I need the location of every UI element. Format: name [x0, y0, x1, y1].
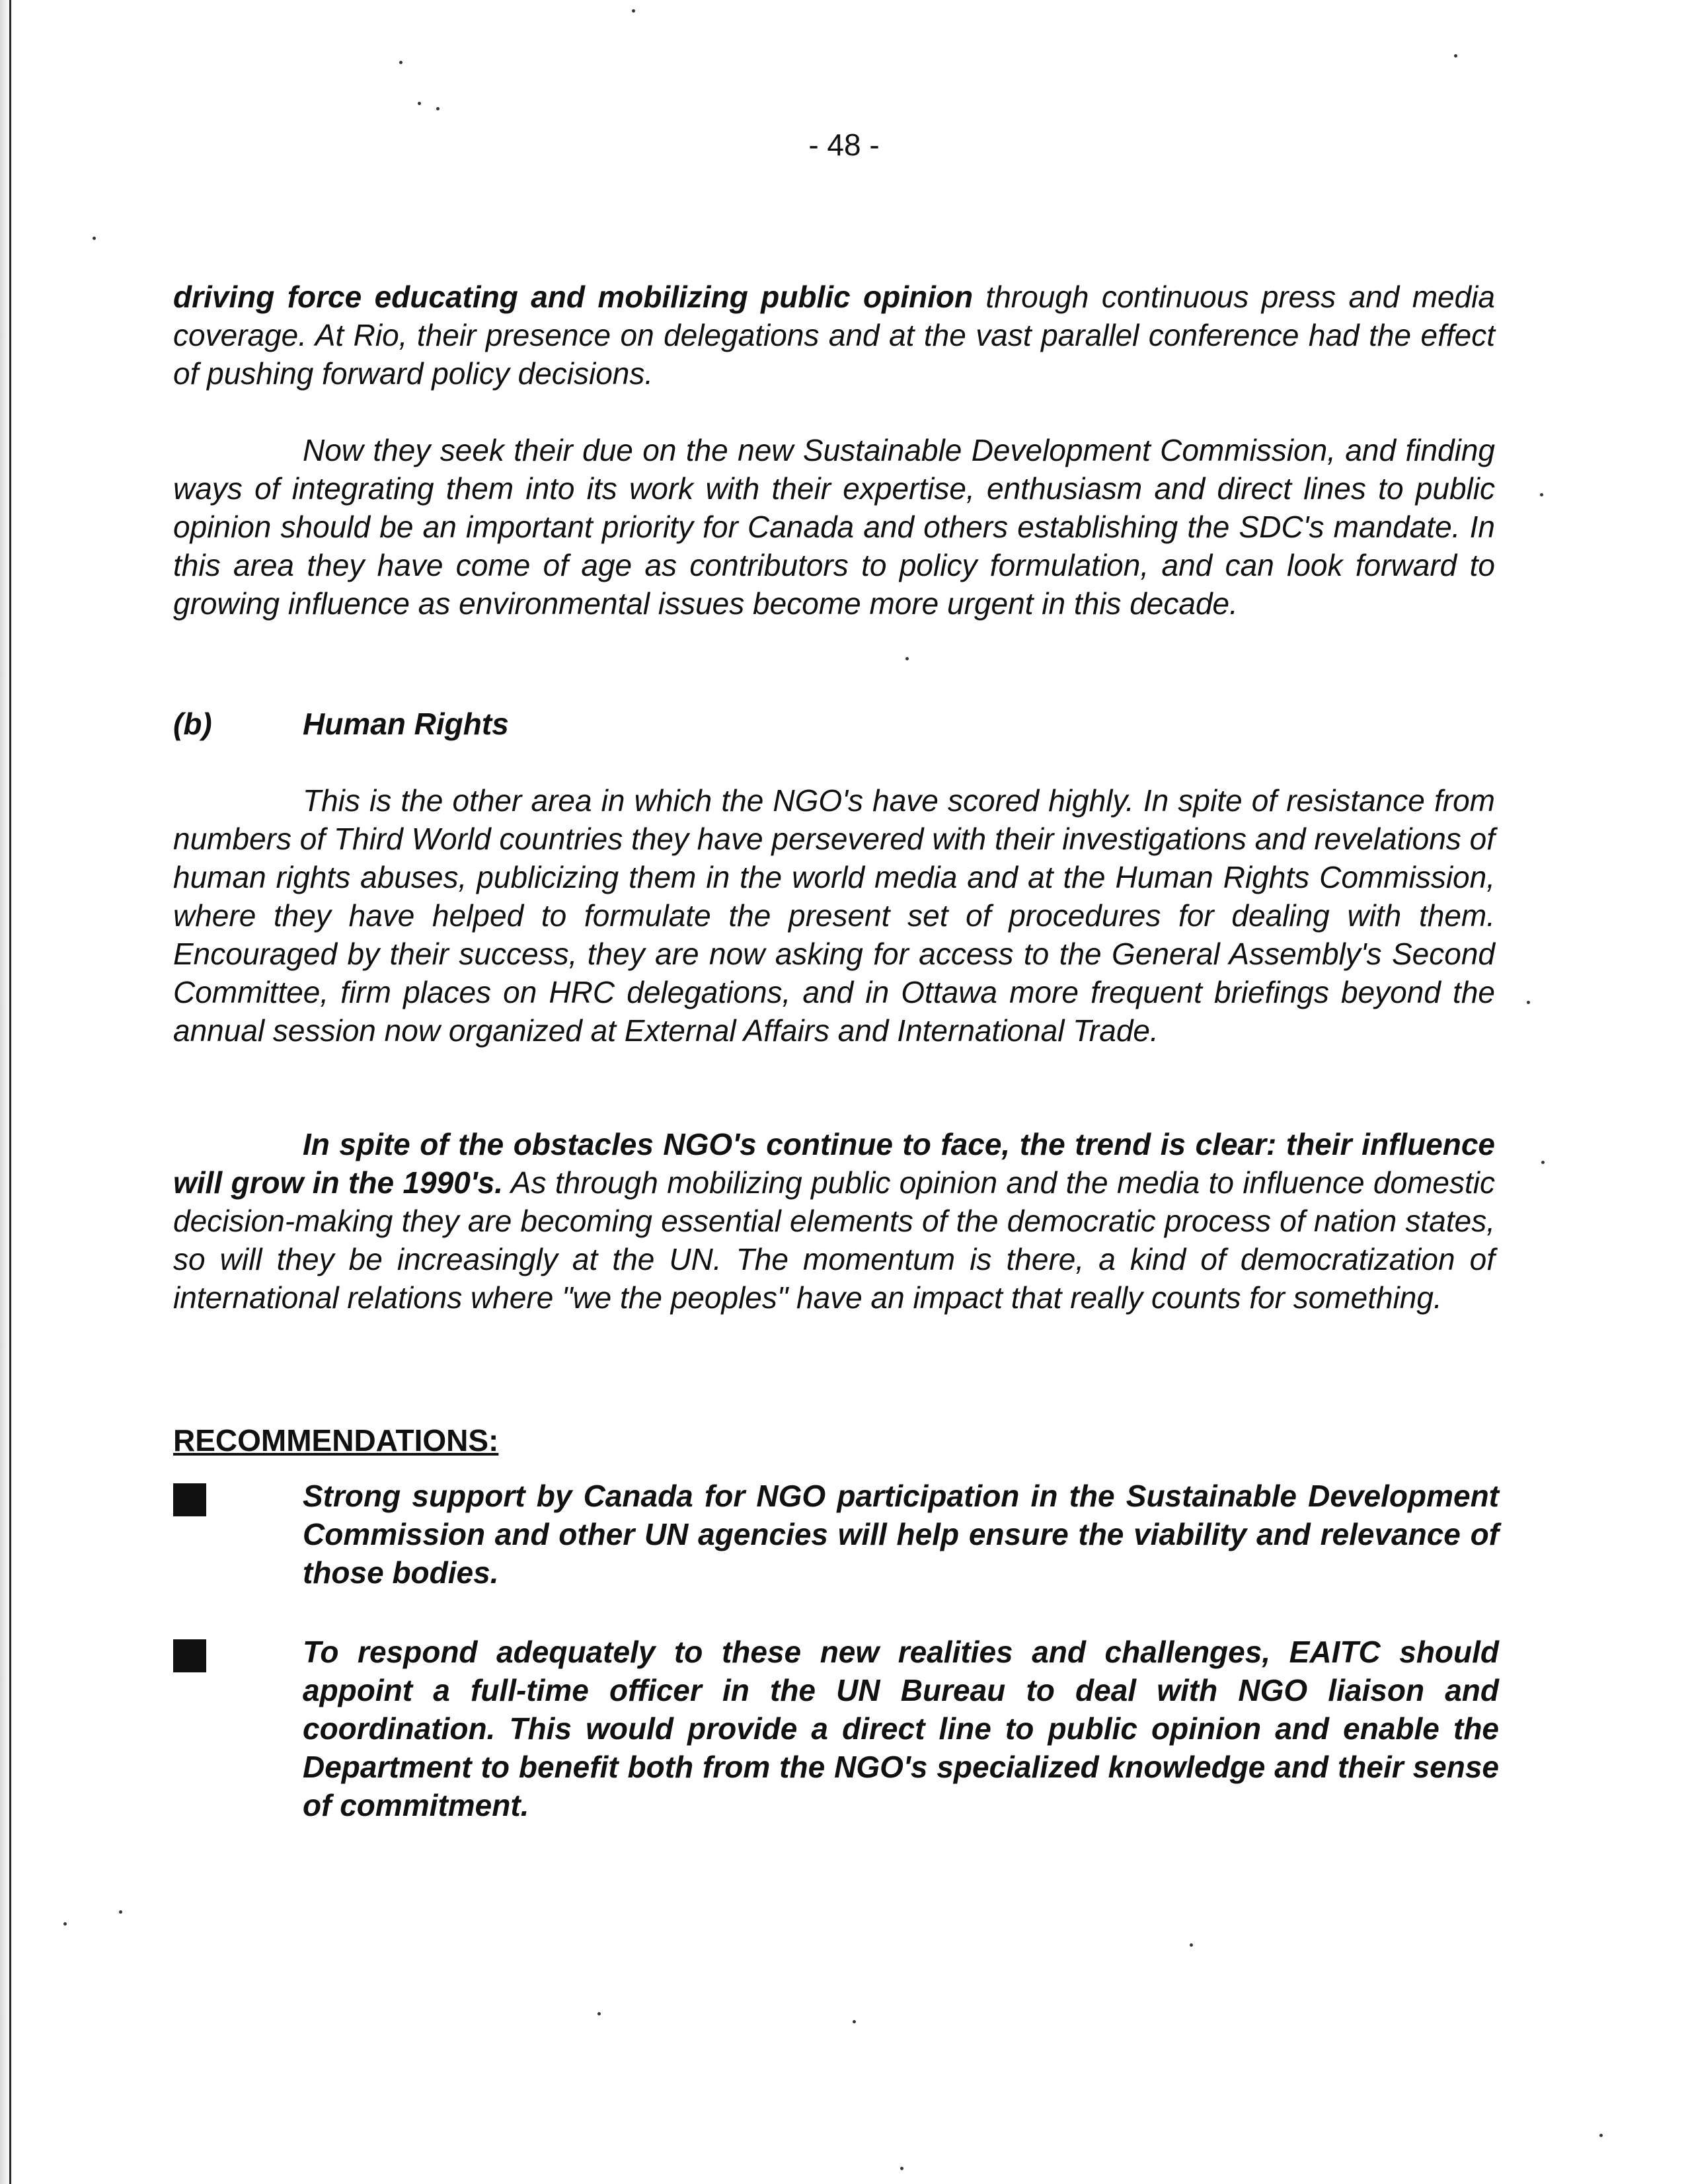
bullet-square-icon [173, 1483, 206, 1516]
recommendation-item-2: To respond adequately to these new realities and challenges, EAITC should appoint a full-time officer in the UN Bureau to deal with NGO liaison and coordination. This would provide a direct line to public opinion and enable the Department to benefit both from the NGO's specialized knowledge and their sense of commitment. [303, 1635, 1499, 1822]
scan-edge-line [9, 0, 11, 2184]
scan-speck [1540, 493, 1543, 496]
paragraph-2: Now they seek their due on the new Sustainable Development Commission, and finding ways of integrating them into its work with their expertise, enthusiasm and direct lines to public opinion should be an important priority for Canada and others establishing the SDC's mandate. In this area they have come of age as contributors to policy formulation, and can look forward to growing influence as environmental issues become more urgent in this decade. [173, 433, 1495, 621]
recommendation-item-1: Strong support by Canada for NGO participation in the Sustainable Development Commission and other UN agencies will help ensure the viability and relevance of those bodies. [303, 1479, 1499, 1590]
scan-speck [399, 61, 403, 64]
bullet-square-icon [173, 1639, 206, 1672]
scan-speck [436, 107, 440, 110]
scan-speck [1190, 1943, 1193, 1947]
scan-speck [93, 237, 96, 240]
paragraph-4-lead: In spite of the obstacles NGO's continue to face, the trend is clear: their influence will grow in the 1990's. [173, 1127, 1495, 1200]
scan-speck [853, 2020, 856, 2023]
scan-speck [119, 1910, 122, 1914]
paragraph-1-lead: driving force educating and mobilizing public opinion [173, 280, 974, 314]
section-label: (b) [173, 707, 212, 741]
scan-speck [418, 102, 421, 105]
scan-speck [900, 2167, 903, 2170]
scan-speck [1541, 1161, 1545, 1164]
scan-speck [63, 1922, 67, 1926]
paragraph-1-rest: through continuous press and media coverage. At Rio, their presence on delegations and at the vast parallel conference had the effect of pushing forward policy decisions. [173, 280, 1495, 391]
paragraph-3: This is the other area in which the NGO's have scored highly. In spite of resistance from numbers of Third World countries they have persevered with their investigations and revelations of human rights abuses, publicizing them in the world media and at the Human Rights Commission, where they have helped to formulate the present set of procedures for dealing with them. Encouraged by their success, they are now asking for access to the General Assembly's Second Committee, firm places on HRC delegations, and in Ottawa more frequent briefings beyond the annual session now organized at External Affairs and International Trade. [173, 783, 1495, 1048]
scan-speck [597, 2012, 601, 2015]
scan-speck [1527, 1001, 1530, 1004]
paragraph-1 [173, 278, 1495, 393]
paragraph-4 [173, 1125, 1495, 1317]
paragraph-4-rest: As through mobilizing public opinion and the media to influence domestic decision-making they are becoming essential elements of the democratic process of nation states, so will they be increasingly at the UN. The momentum is there, a kind of democratization of international relations where "we the peoples" have an impact that really counts for something. [173, 1165, 1495, 1315]
page-number: - 48 - [808, 128, 880, 162]
section-title: Human Rights [303, 707, 509, 741]
scan-speck [1454, 54, 1457, 58]
scan-speck [1599, 2134, 1603, 2137]
recommendations-heading: RECOMMENDATIONS: [173, 1423, 499, 1458]
scan-speck [905, 657, 909, 660]
section-heading-human-rights [173, 706, 509, 742]
scan-speck [632, 9, 635, 13]
